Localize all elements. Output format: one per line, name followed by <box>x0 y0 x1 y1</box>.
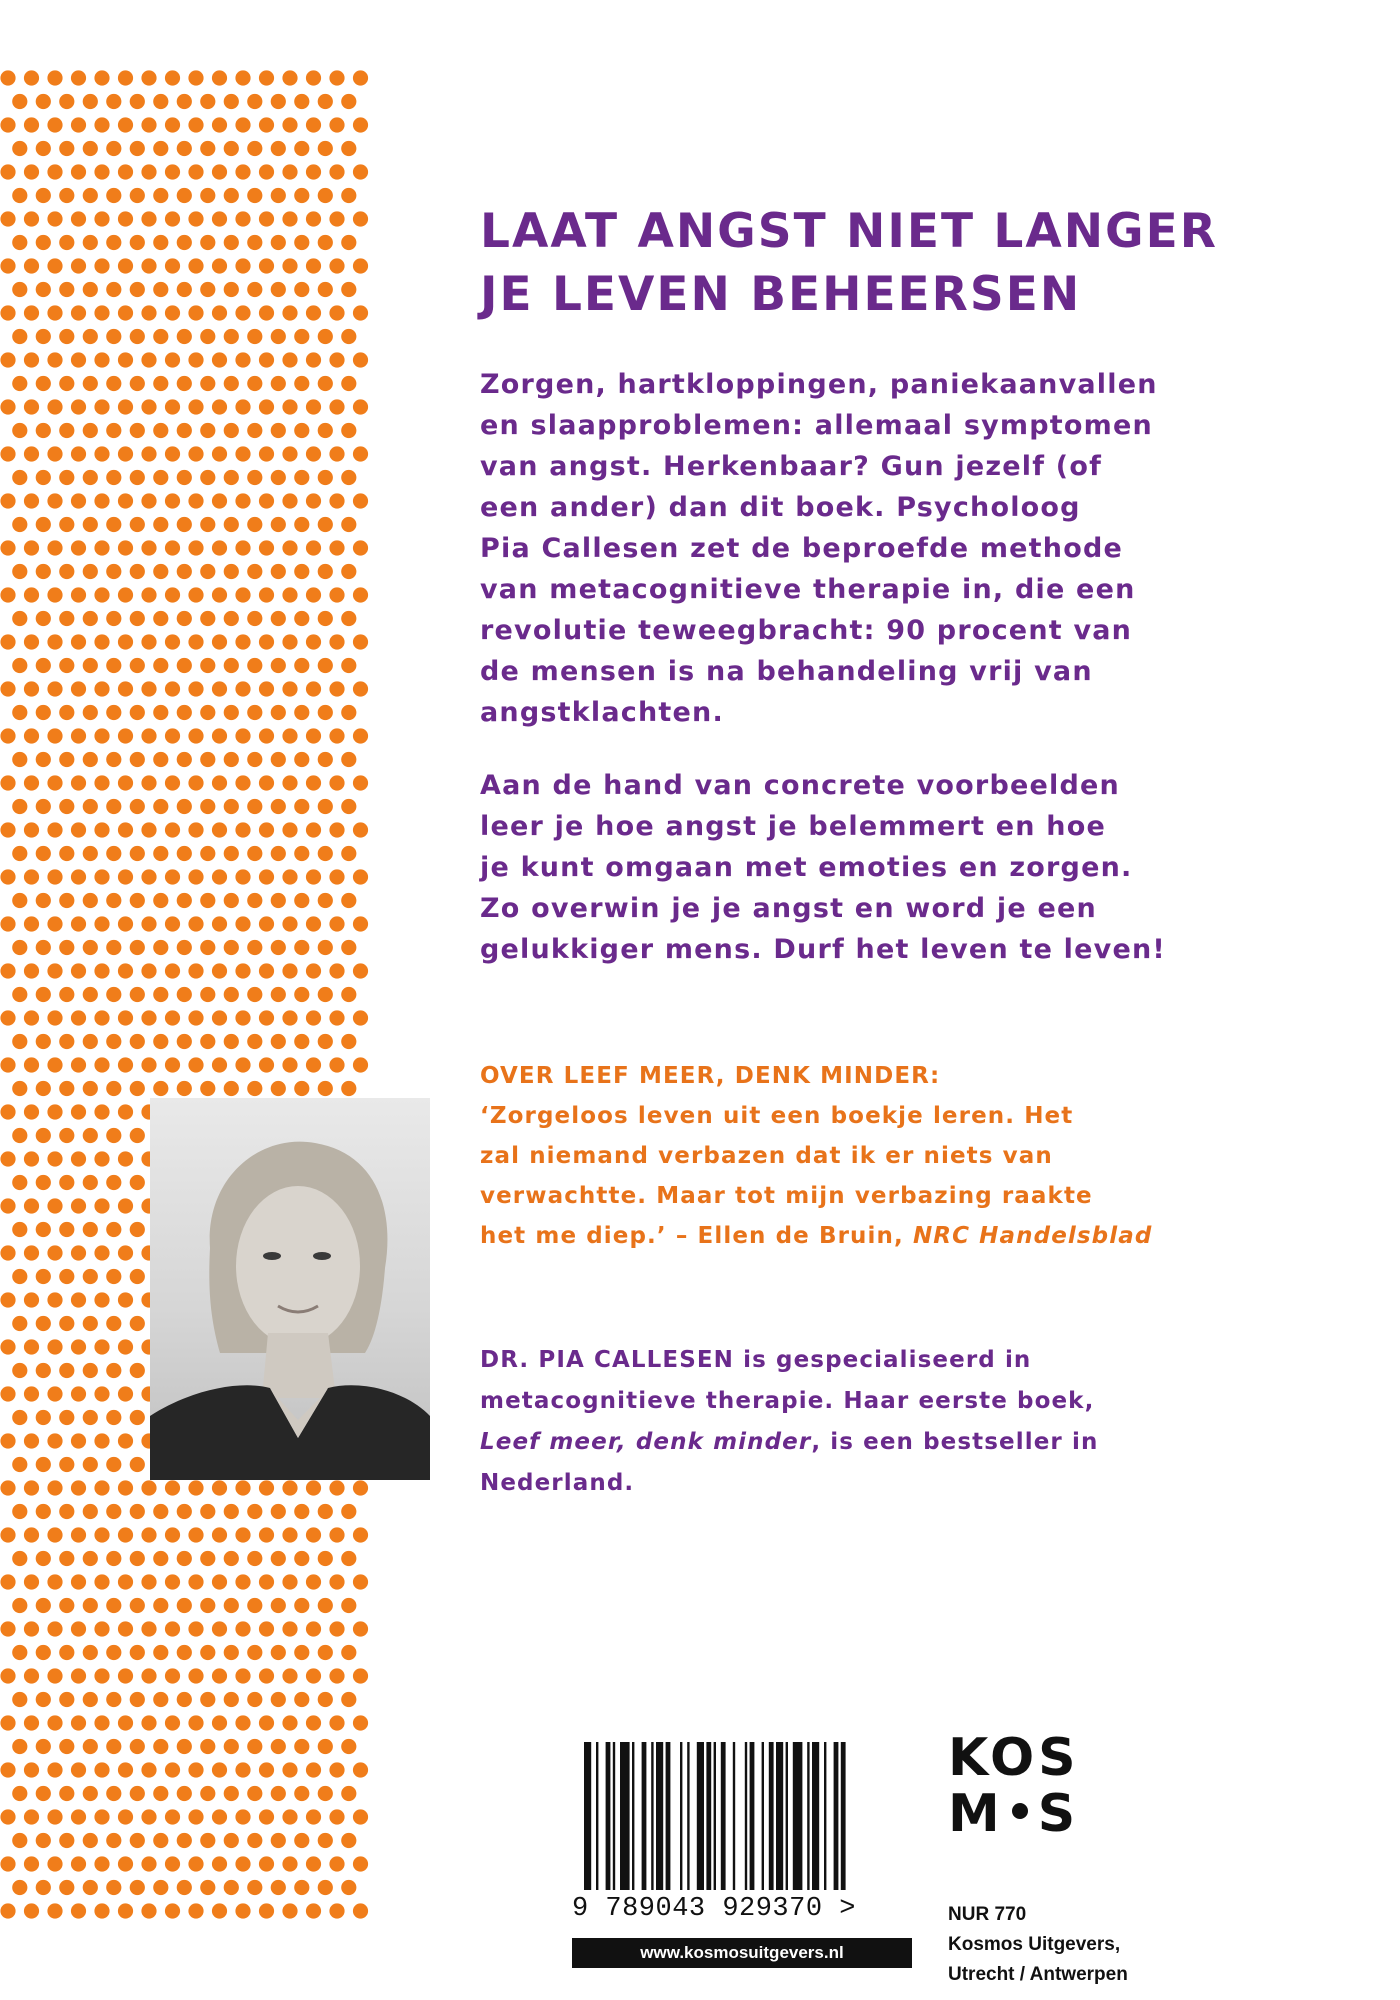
author-bio <box>480 1340 1360 1504</box>
bio-text: , is een bestseller in <box>811 1429 1099 1455</box>
bio-line-2: metacognitieve therapie. Haar eerste boek, <box>480 1388 1095 1414</box>
review-heading: OVER LEEF MEER, DENK MINDER: <box>480 1063 941 1089</box>
logo-letter: S <box>1037 1784 1080 1844</box>
text-line: van angst. Herkenbaar? Gun jezelf (of <box>480 451 1103 482</box>
publisher-url: www.kosmosuitgevers.nl <box>572 1938 912 1968</box>
bio-line-3 <box>480 1422 1360 1463</box>
quote-source: NRC Handelsblad <box>912 1223 1153 1249</box>
publisher-name: Kosmos Uitgevers, <box>948 1934 1121 1955</box>
text-line: gelukkiger mens. Durf het leven te leven! <box>480 934 1166 965</box>
text-line: en slaapproblemen: allemaal symptomen <box>480 410 1153 441</box>
headline <box>480 200 1360 326</box>
text-line: de mensen is na behandeling vrij van <box>480 656 1093 687</box>
description-paragraph-2 <box>480 765 1360 970</box>
logo-letter: M <box>948 1784 1004 1844</box>
logo-row-1: KOS <box>948 1728 1080 1788</box>
bio-line-1 <box>480 1340 1360 1381</box>
orange-dot-pattern <box>0 70 370 1930</box>
bio-line-4: Nederland. <box>480 1470 635 1496</box>
quote-line: zal niemand verbazen dat ik er niets van <box>480 1143 1053 1169</box>
description-paragraph-1 <box>480 364 1360 733</box>
text-line: Pia Callesen zet de beproefde methode <box>480 533 1123 564</box>
bio-text: is gespecialiseerd in <box>743 1347 1032 1373</box>
text-line: van metacognitieve therapie in, die een <box>480 574 1136 605</box>
nur-code: NUR 770 <box>948 1904 1027 1925</box>
isbn-digits: 9 789043 929370 > <box>572 1894 856 1924</box>
isbn-barcode <box>572 1742 912 1962</box>
text-line: revolutie teweegbracht: 90 procent van <box>480 615 1133 646</box>
quote-last-line <box>480 1216 1360 1256</box>
headline-line-2: JE LEVEN BEHEERSEN <box>480 267 1082 322</box>
text-line: Zo overwin je je angst en word je een <box>480 893 1097 924</box>
quote-line: verwachtte. Maar tot mijn verbazing raakte <box>480 1183 1093 1209</box>
headline-line-1: LAAT ANGST NIET LANGER <box>480 204 1218 259</box>
review-quote <box>480 1056 1360 1256</box>
text-line: Aan de hand van concrete voorbeelden <box>480 770 1120 801</box>
text-line: leer je hoe angst je belemmert en hoe <box>480 811 1106 842</box>
kosmos-logo <box>948 1730 1108 1860</box>
publisher-info <box>948 1900 1198 1990</box>
author-photo <box>150 1098 430 1480</box>
previous-book-title: Leef meer, denk minder <box>480 1429 812 1455</box>
logo-dot-icon <box>1012 1803 1028 1819</box>
barcode-bars <box>572 1742 912 1892</box>
quote-attribution: het me diep.’ – Ellen de Bruin, <box>480 1223 904 1249</box>
quote-line: ‘Zorgeloos leven uit een boekje leren. Het <box>480 1103 1074 1129</box>
text-line: Zorgen, hartkloppingen, paniekaanvallen <box>480 369 1158 400</box>
logo-row-2 <box>948 1786 1108 1842</box>
publisher-cities: Utrecht / Antwerpen <box>948 1964 1128 1985</box>
text-line: je kunt omgaan met emoties en zorgen. <box>480 852 1133 883</box>
text-line: angstklachten. <box>480 697 724 728</box>
text-line: een ander) dan dit boek. Psycholoog <box>480 492 1081 523</box>
author-name: DR. PIA CALLESEN <box>480 1347 735 1373</box>
